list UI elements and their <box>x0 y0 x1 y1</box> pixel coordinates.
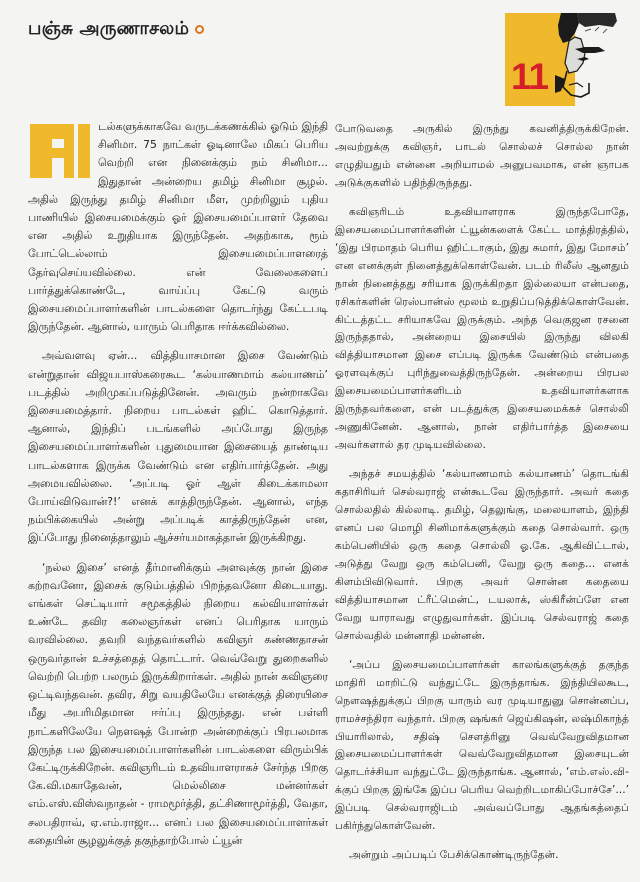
paragraph-text: டல்களுக்காகவே வருடக்கணக்கில் ஓடும் இந்தி சினிமா. 75 நாட்கள் ஓடினாலே மிகப் பெரிய வெற்றி என நினைக்கும் நம் சினிமா... இதுதான் அன்றைய தமிழ் சினிமா சூழல். அதில் இருந்து தமிழ் சினிமா மீள, முற்றிலும் புதிய பாணியில் இசையமைக்கும் ஓர் இசையமைப்பாளர் தேவை என அதில் உறுதியாக இருந்தேன். அதற்காக, ரூம் போட்டெல்லாம் இசையமைப்பாளரைத் தேர்வுசெய்யவில்லை. என் வேலைகளைப் பார்த்துக்கொண்டே, வாய்ப்பு கேட்டு வரும் இசையமைப்பாளர்களின் பாடல்களை தொடர்ந்து கேட்டபடி இருந்தேன். ஆனால், யாரும் பெரிதாக ஈர்க்கவில்லை. <box>28 120 328 334</box>
page-header <box>0 0 640 112</box>
ring-ornament-icon <box>195 25 204 34</box>
chapter-number: 11 <box>511 56 549 97</box>
dropcap-ornament <box>28 122 92 180</box>
paragraph: ‘நல்ல இசை’ எனத் தீர்மானிக்கும் அளவுக்கு நான் இசை கற்றவனோ, இசைக் குடும்பத்தில் பிறந்தவனோ கிடையாது. எங்கள் செட்டியார் சமூகத்தில் நிறைய கல்வியாளர்கள் உண்டே தவிர கலைஞர்கள் எனப் பெரிதாக யாரும் வரவில்லை. தவறி வந்தவர்களில் கவிஞர் கண்ணதாசன் ஒருவர்தான் உச்சத்தைத் தொட்டார். வெவ்வேறு துறைகளில் வெற்றி பெற்ற பலரும் இருக்கிறார்கள். அதில் நான் கவிஞரை ஒட்டிவந்தவன். தவிர, சிறு வயதிலேயே எனக்குத் திரையிசை மீது அபரிமிதமான ஈர்ப்பு இருந்தது. என் பள்ளி நாட்களிலேயே நௌஷத் போன்ற அன்றைக்குப் பிரபலமாக இருந்த பல இசையமைப்பாளர்களின் பாடல்களை விரும்பிக் கேட்டிருக்கிறேன். கவிஞரிடம் உதவியாளராகச் சேர்ந்த பிறகு கே.வி.மகாதேவன், மெல்லிசை மன்னர்கள் எம்.எஸ்.விஸ்வநாதன் - ராமமூர்த்தி, தட்சிணாமூர்த்தி, வேதா, சலபதிராவ், ஏ.எம்.ராஜா... எனப் பல இசையமைப்பாளர்கள் கதையின் சூழலுக்குத் தகுந்தாற்போல் ட்யூன் <box>28 560 328 847</box>
article-left-column <box>28 118 328 861</box>
paragraph: ‘அப்ப இசையமைப்பாளர்கள் காலங்களுக்குத் தகுந்த மாதிரி மாறிட்டு வந்துட்டே இருந்தாங்க. இந்தியிலகூட, நௌஷத்துக்குப் பிறகு யாரும் வர முடியாதுனு சொன்னப்ப, ராமச்சந்திரா வந்தார். பிறகு ஷங்கர் ஜெய்கிஷன், லஷ்மிகாந்த் பியாரிலால், சதிஷ் சௌத்ரினு வெவ்வேறுவிதமான இசையமைப்பாளர்கள் வெவ்வேறுவிதமான இசையுடன் தொடர்ச்சியா வந்துட்டே இருந்தாங்க. ஆனால், ‘எம்.எஸ்.வி-க்குப் பிறகு இங்கே இப்ப பெரிய வெற்றிடமாகிப்போச்சே’...’ இப்படி செல்வராஜிடம் அவ்வப்போது ஆதங்கத்தைப் பகிர்ந்துகொள்வேன். <box>335 657 629 833</box>
paragraph <box>28 118 328 336</box>
author-portrait-sketch-icon <box>555 13 628 106</box>
dropcap-letters <box>28 122 29 123</box>
article-right-column <box>335 120 629 875</box>
paragraph: கவிஞரிடம் உதவியாளராக இருந்தபோதே, இசையமைப்பாளர்களின் ட்யூன்களைக் கேட்ட மாத்திரத்தில், ‘இது பிரமாதம் பெரிய ஹிட்டாகும், இது சுமார், இது மோசம்’ என எனக்குள் நினைத்துக்கொள்வேன். படம் ரிலீஸ் ஆனதும் நான் நினைத்தது சரியாக இருக்கிறதா இல்லையா என்பதை, ரசிகர்களின் ரெஸ்பான்ஸ் மூலம் உறுதிப்படுத்திக்கொள்வேன். கிட்டத்தட்ட சரியாகவே இருக்கும். அந்த வெகுஜன ரசனை இருந்ததால், அன்றைய இசையில் இருந்து விலகி வித்தியாசமான இசை எப்படி இருக்க வேண்டும் என்பதை ஓரளவுக்குப் புரிந்துவைத்திருந்தேன். அன்றைய பிரபல இசையமைப்பாளர்களிடம் உதவியாளர்களாக இருந்தவர்களை, என் படத்துக்கு இசையமைக்கச் சொல்லி அணுகினேன். ஆனால், நான் எதிர்பார்த்த இசையை அவர்களால் தர முடியவில்லை. <box>335 204 629 452</box>
paragraph: அந்தச் சமயத்தில் ‘கல்யாணமாம் கல்யாணம்’ தொடங்கி கதாசிரியர் செல்வராஜ் என்கூடவே இருந்தார். அவர் கதை சொல்லதில் கில்லாடி. தமிழ், தெலுங்கு, மலையாளம், இந்தி எனப் பல மொழி சினிமாக்களுக்கும் கதை சொல்வார். ஒரு கம்பெனியில் ஒரு கதை சொல்லி ஓ.கே. ஆகிவிட்டால், அடுத்து வேறு ஒரு கம்பெனி, வேறு ஒரு கதை... எனக் கிளம்பிவிடுவார். பிறகு அவர் சொன்ன கதையை வித்தியாசமான ட்ரீட்மென்ட், டயலாக், ஸ்கிரீன்ப்ளே என வேறு யாராவது எழுதுவார்கள். இப்படி செல்வராஜ் கதை சொல்வதில் மன்னாதி மன்னன். <box>335 467 629 642</box>
paragraph: அன்றும் அப்படிப் பேசிக்கொண்டிருந்தேன். <box>349 848 559 862</box>
author-byline <box>28 18 204 41</box>
author-name: பஞ்சு அருணாசலம் <box>28 18 190 39</box>
paragraph: அவ்வளவு ஏன்... வித்தியாசமான இசை வேண்டும் என்றுதான் விஜயபாஸ்கரைகூட ‘கல்யாணமாம் கல்யாணம்’ படத்தில் அறிமுகப்படுத்தினேன். அவரும் நன்றாகவே இசையமைத்தார். நிறைய பாடல்கள் ஹிட் கொடுத்தார். ஆனால், இந்திப் படங்களில் அப்போது இருந்த இசையமைப்பாளர்களின் புதுமையான இசையைத் தாண்டிய பாடல்களாக இருக்க வேண்டும் என எதிர்பார்த்தேன். அது அமையவில்லை. ‘அப்படி ஓர் ஆள் கிடைக்காமலா போய்விடுவான்?!’ எனக் காத்திருந்தேன். ஆனால், எந்த நம்பிக்கையில் அன்று அப்படிக் காத்திருந்தேன் என, இப்போது நினைத்தாலும் ஆச்சர்யமாகத்தான் இருக்கிறது. <box>28 349 328 545</box>
paragraph: போடுவதை அருகில் இருந்து கவனித்திருக்கிறேன். அவற்றுக்கு கவிஞர், பாடல் சொல்லச் சொல்ல நான் எழுதியதும் என்னை அறியாமல் அனுபவமாக, என் ஞாபக அடுக்குகளில் பதிந்திருந்தது. <box>335 122 629 189</box>
chapter-badge <box>505 13 628 106</box>
